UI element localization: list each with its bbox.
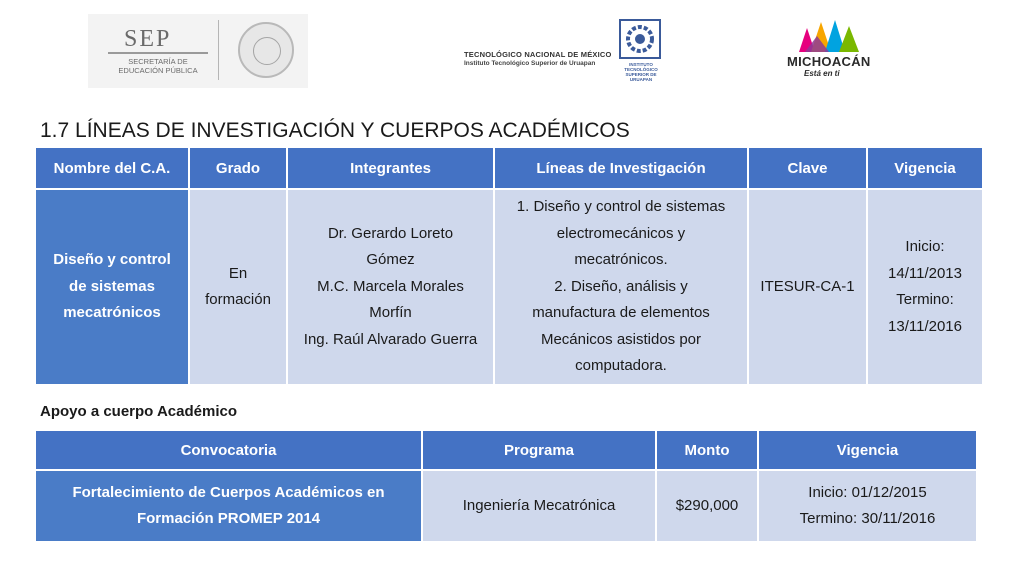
cell-line: manufactura de elementos (532, 304, 710, 322)
cell-line: electromecánicos y (556, 224, 686, 242)
apoyo-section-title: Apoyo a cuerpo Académico (40, 403, 237, 420)
table-header-row (36, 148, 982, 190)
cell-vigencia (868, 190, 982, 384)
header-integrantes: Integrantes (288, 148, 495, 190)
cell-line: 14/11/2013 (888, 264, 962, 282)
cell-line: Ing. Raúl Alvarado Guerra (303, 330, 478, 348)
cell-lineas (495, 190, 749, 384)
sep-logo-line (108, 52, 208, 54)
cell-programa: Ingeniería Mecatrónica (423, 471, 657, 541)
cell-line: M.C. Marcela Morales (317, 277, 464, 295)
cuerpos-academicos-table (36, 148, 982, 384)
logo-bar (0, 0, 1024, 100)
header-clave: Clave (749, 148, 868, 190)
header-lineas: Líneas de Investigación (495, 148, 749, 190)
cell-line: Inicio: (905, 238, 945, 255)
sep-logo-name: SEP (124, 26, 172, 52)
apoyo-table (36, 431, 976, 541)
cell-line: Diseño y control (53, 251, 171, 269)
cell-line: 1. Diseño y control de sistemas (516, 198, 726, 216)
mexico-seal-icon (238, 22, 294, 78)
cell-nombre (36, 190, 190, 384)
header-grado: Grado (190, 148, 288, 190)
cell-line: mecatrónicos (63, 304, 161, 322)
cell-line: Termino: 30/11/2016 (799, 510, 936, 527)
michoacan-logo-name: MICHOACÁN (787, 54, 871, 69)
cell-line: En (228, 264, 248, 282)
header-programa: Programa (423, 431, 657, 471)
page-title: 1.7 LÍNEAS DE INVESTIGACIÓN Y CUERPOS ACADÉMICOS (40, 119, 630, 142)
cell-line: Inicio: 01/12/2015 (808, 483, 927, 501)
cell-line: Mecánicos asistidos por (540, 330, 702, 348)
header-monto: Monto (657, 431, 759, 471)
sep-logo-subtitle: SECRETARÍA DE EDUCACIÓN PÚBLICA (118, 57, 198, 75)
header-vigencia: Vigencia (759, 431, 976, 471)
cell-vigencia (759, 471, 976, 541)
cell-line: 13/11/2016 (888, 317, 962, 335)
cell-line: computadora. (575, 357, 667, 375)
michoacan-logo-icon (795, 18, 865, 54)
cell-line: mecatrónicos. (574, 251, 668, 269)
cell-line: 2. Diseño, análisis y (554, 277, 688, 295)
cell-convocatoria (36, 471, 423, 541)
header-nombre: Nombre del C.A. (36, 148, 190, 190)
table-row (36, 471, 976, 541)
header-vigencia: Vigencia (868, 148, 982, 190)
cell-line: Gómez (366, 251, 415, 269)
tecnm-logo-name: TECNOLÓGICO NACIONAL DE MÉXICO (464, 50, 612, 59)
header-convocatoria: Convocatoria (36, 431, 423, 471)
cell-grado (190, 190, 288, 384)
cell-line: Morfín (369, 304, 412, 322)
table-header-row (36, 431, 976, 471)
cell-line: Fortalecimiento de Cuerpos Académicos en (72, 483, 385, 501)
table-row (36, 190, 982, 384)
cell-integrantes (288, 190, 495, 384)
michoacan-logo-tagline: Está en ti (804, 69, 840, 78)
itsu-gear-icon (618, 18, 662, 60)
cell-line: de sistemas (69, 277, 155, 295)
itsu-logo-caption: INSTITUTO TECNOLÓGICO SUPERIOR DE URUAPAN (624, 62, 658, 82)
sep-logo-divider (218, 20, 219, 80)
cell-monto: $290,000 (657, 471, 759, 541)
cell-clave: ITESUR-CA-1 (749, 190, 868, 384)
cell-line: Formación PROMEP 2014 (136, 510, 321, 527)
cell-line: Termino: (896, 291, 954, 308)
tecnm-logo-institute: Instituto Tecnológico Superior de Uruapan (464, 60, 596, 67)
cell-line: formación (205, 291, 271, 308)
cell-line: Dr. Gerardo Loreto (327, 224, 454, 242)
